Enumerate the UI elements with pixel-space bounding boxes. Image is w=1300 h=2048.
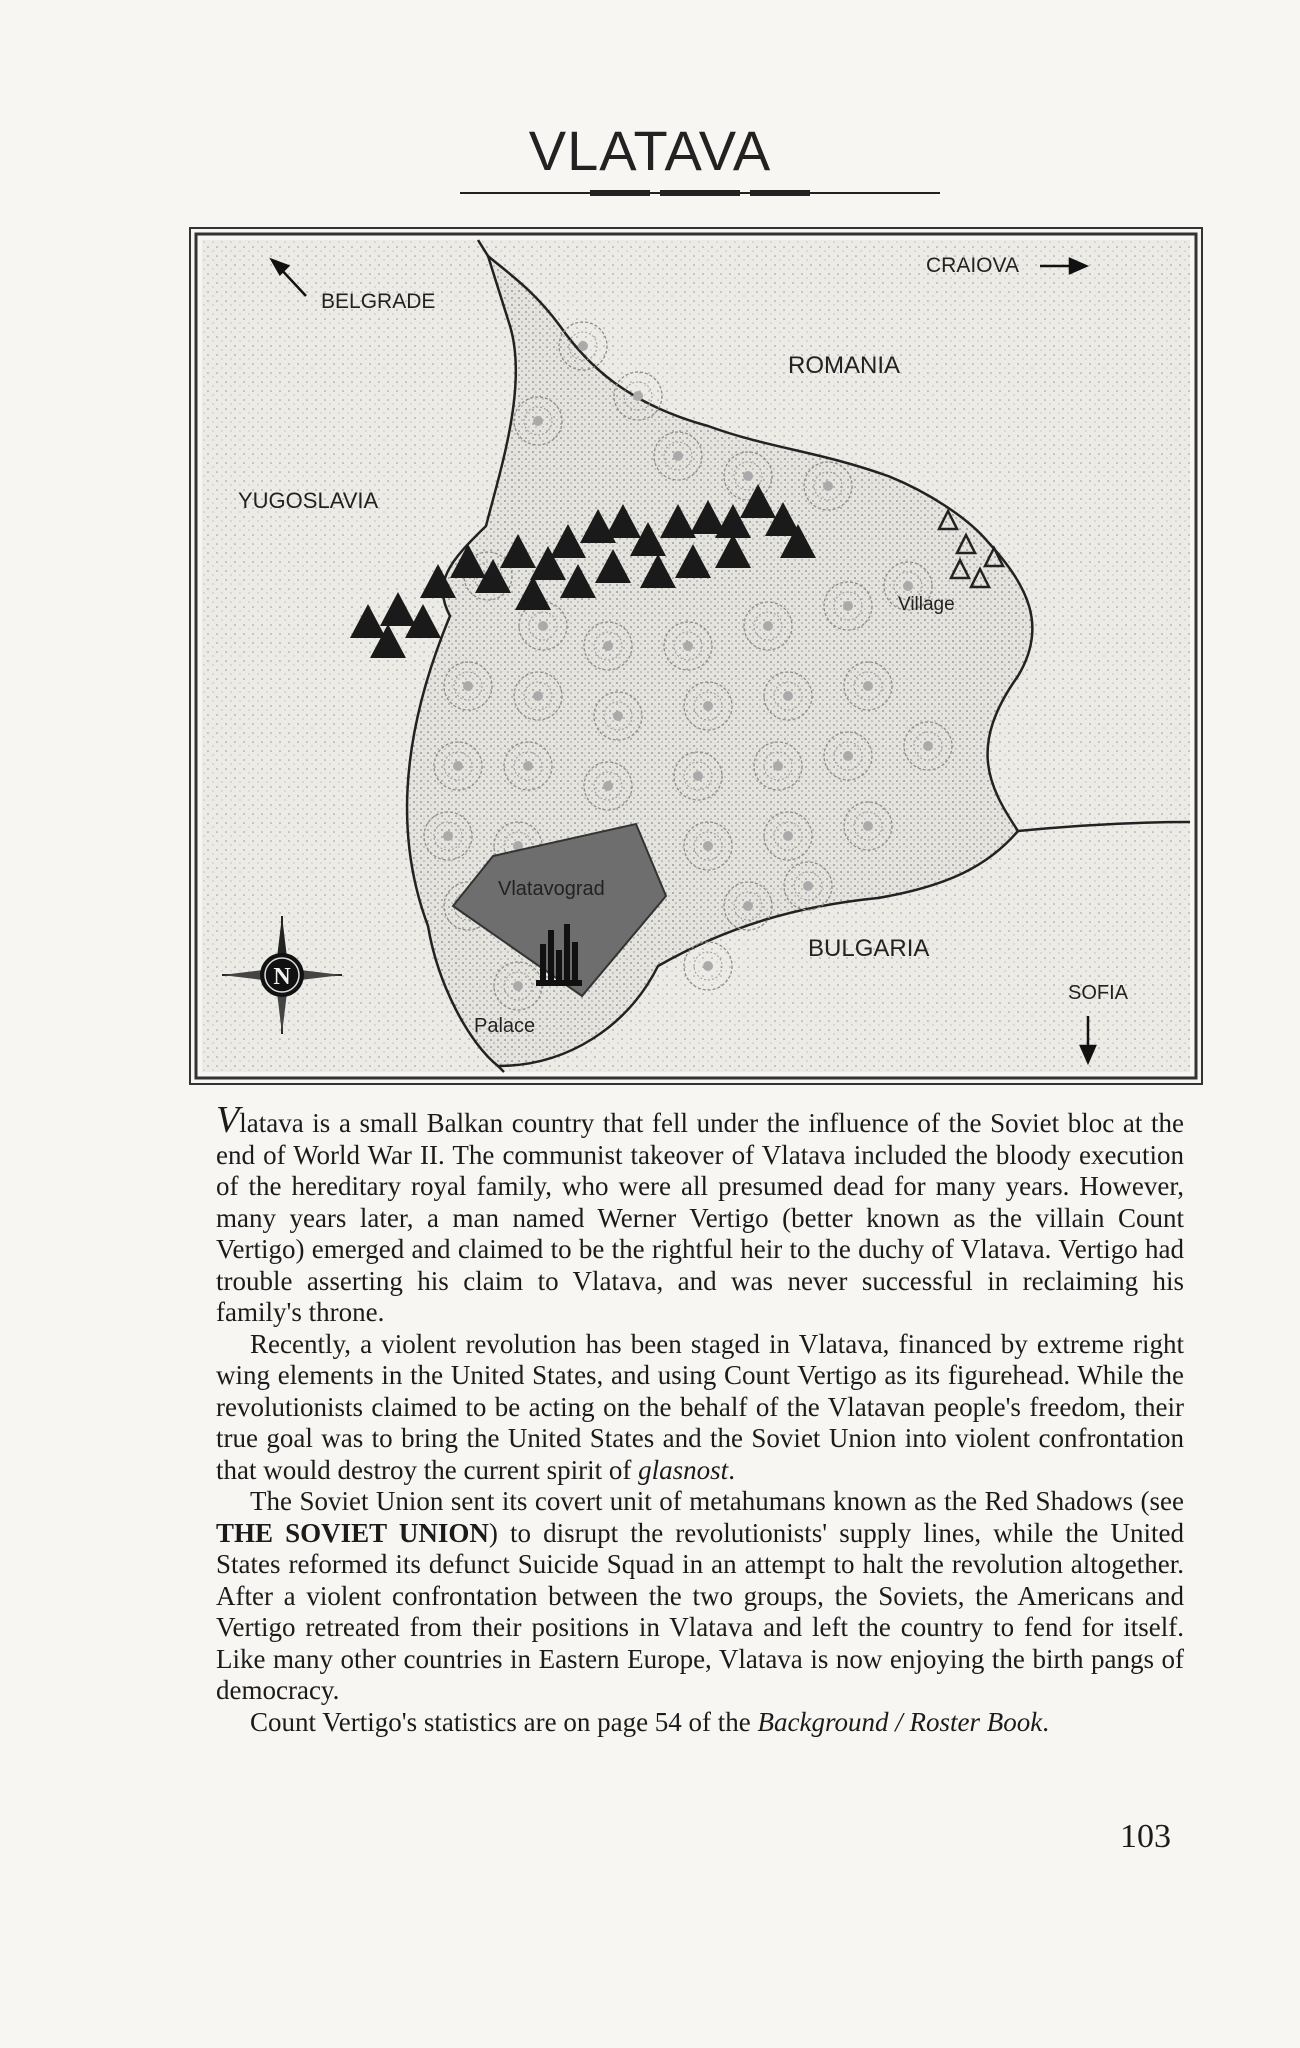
title-rule-ornament bbox=[460, 186, 940, 200]
paragraph-intro-text: latava is a small Balkan country that fell under the influence of the Soviet bloc at the end of World War II. The communist takeover of Vlatava included the bloody execution of the hereditary royal family, who were all presumed dead for many years. However, many years later, a man named Werner Vertigo (better known as the villain Count Vertigo) emerged and claimed to be the rightful heir to the duchy of Vlatava. Vertigo had trouble asserting his claim to Vlatava, and was never successful in reclaiming his family's throne. bbox=[216, 1108, 1184, 1327]
label-romania: ROMANIA bbox=[788, 352, 901, 379]
roster-book-reference: Background / Roster Book bbox=[757, 1706, 1043, 1737]
paragraph-soviet-text-a: The Soviet Union sent its covert unit of metahumans known as the Red Shadows (see bbox=[250, 1486, 1184, 1516]
label-palace: Palace bbox=[474, 1015, 536, 1037]
page-number: 103 bbox=[1120, 1818, 1171, 1855]
map-svg bbox=[188, 226, 1204, 1086]
label-craiova: CRAIOVA bbox=[926, 254, 1019, 277]
paragraph-revolution-text: Recently, a violent revolution has been staged in Vlatava, financed by extreme right wing elements in the United States, and using Count Vertigo as its figurehead. While the revolutionists claimed to be acting on the behalf of the Vlatavan people's freedom, their true goal was to bring the United States and the Soviet Union into violent confrontation that would destroy the current spirit of bbox=[216, 1328, 1184, 1485]
label-vlatavograd: Vlatavograd bbox=[498, 878, 605, 900]
paragraph-statistics-end: . bbox=[1042, 1706, 1049, 1737]
label-sofia: SOFIA bbox=[1068, 982, 1129, 1004]
compass-north-letter: N bbox=[273, 964, 291, 990]
paragraph-statistics-text: Count Vertigo's statistics are on page 54 of the bbox=[250, 1706, 758, 1737]
paragraph-soviet-text-b: ) to disrupt the revolutionists' supply lines, while the United States reformed its defunct Suicide Squad in an attempt to halt the revolution altogether. After a violent confrontation between the two groups, the Soviets, the Americans and Vertigo retreated from their positions in Vlatava and left the country to fend for itself. Like many other countries in Eastern Europe, Vlatava is now enjoying the birth pangs of democracy. bbox=[216, 1517, 1184, 1705]
paragraph-intro bbox=[216, 1099, 1184, 1329]
glasnost-term: glasnost bbox=[638, 1454, 729, 1485]
paragraph-statistics bbox=[216, 1707, 1184, 1739]
article-body bbox=[216, 1099, 1184, 1738]
vlatava-map bbox=[188, 226, 1204, 1086]
paragraph-revolution-end: . bbox=[728, 1454, 735, 1485]
label-village: Village bbox=[898, 594, 955, 615]
paragraph-revolution bbox=[216, 1329, 1184, 1487]
label-belgrade: BELGRADE bbox=[321, 290, 436, 313]
soviet-union-reference: THE SOVIET UNION bbox=[216, 1517, 489, 1548]
label-bulgaria: BULGARIA bbox=[808, 935, 930, 962]
label-yugoslavia: YUGOSLAVIA bbox=[238, 488, 379, 513]
drop-cap: V bbox=[216, 1099, 240, 1141]
page-title: VLATAVA bbox=[528, 119, 772, 182]
paragraph-soviet-response bbox=[216, 1486, 1184, 1707]
